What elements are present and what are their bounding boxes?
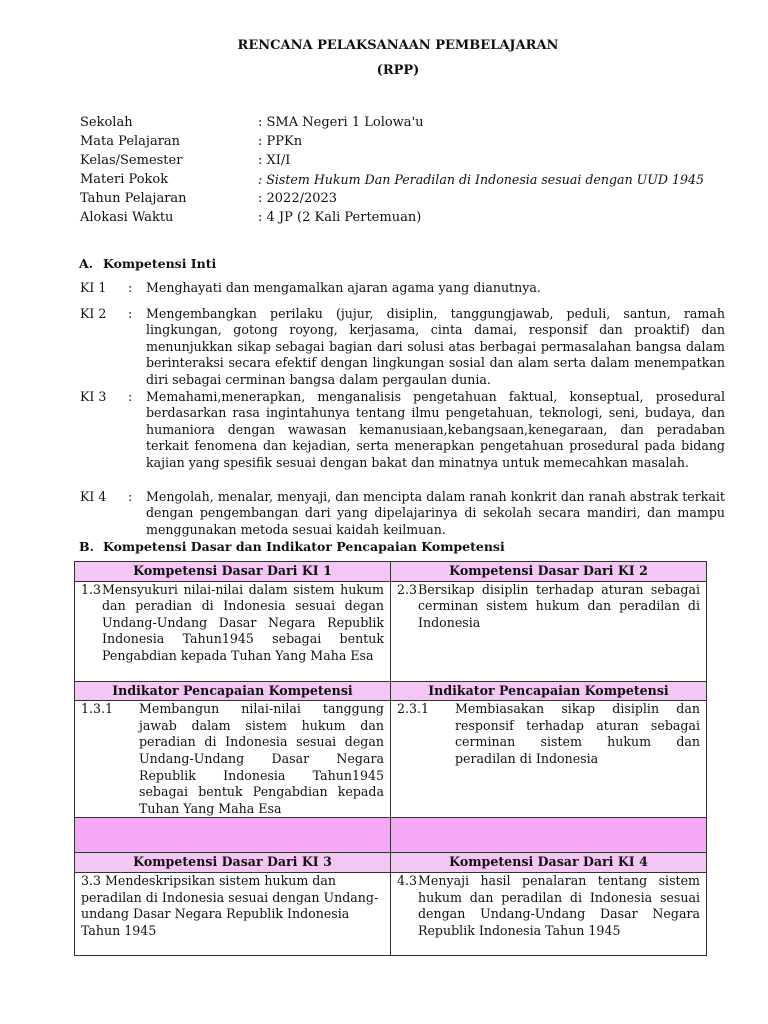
indicator2-cell bbox=[391, 701, 707, 818]
ki-code: KI 4 bbox=[80, 489, 107, 504]
section-letter: A. bbox=[79, 256, 94, 271]
identity-label: Kelas/Semester bbox=[80, 153, 183, 168]
kd3-cell bbox=[75, 872, 391, 955]
ki-item-3 bbox=[80, 389, 725, 471]
kd-number: 4.3 bbox=[397, 872, 418, 888]
kd-text: 3.3 Mendeskripsikan sistem hukum dan peradilan di Indonesia sesuai dengan Undang-undang Dasar Negara Republik Indonesia Tahun 1945 bbox=[81, 872, 379, 938]
ki-item-1 bbox=[80, 280, 725, 296]
kd-text: Menyaji hasil penalaran tentang sistem hukum dan peradilan di Indonesia sesuai dengan Undang-Undang Dasar Negara Republik Indonesia Tahun 1945 bbox=[418, 872, 700, 938]
section-title: Kompetensi Dasar dan Indikator Pencapaian Kompetensi bbox=[103, 539, 505, 554]
indicator1-header: Indikator Pencapaian Kompetensi bbox=[75, 681, 391, 701]
indicator2-header: Indikator Pencapaian Kompetensi bbox=[391, 681, 707, 701]
table-row bbox=[75, 818, 707, 853]
empty-highlight-cell bbox=[391, 818, 707, 853]
ki-text: Memahami,menerapkan, menganalisis pengetahuan faktual, konseptual, prosedural berdasarkan rasa ingintahunya tentang ilmu pengetahuan, teknologi, seni, budaya, dan humaniora dengan wawasan kemanusiaan,kebangsaan,kenegaraan, dan peradaban terkait fenomena dan kejadian, serta menerapkan pengetahuan prosedural pada bidang kajian yang spesifik sesuai dengan bakat dan minatnya untuk memecahkan masalah. bbox=[146, 389, 725, 470]
ki-code: KI 1 bbox=[80, 280, 107, 295]
kd2-cell bbox=[391, 581, 707, 681]
ki-code: KI 2 bbox=[80, 306, 107, 321]
table-row bbox=[75, 701, 707, 818]
section-b-heading bbox=[79, 539, 505, 554]
list-item bbox=[397, 701, 700, 767]
competency-table bbox=[74, 561, 707, 956]
identity-label: Materi Pokok bbox=[80, 172, 169, 187]
list-item bbox=[397, 873, 700, 939]
kd3-header: Kompetensi Dasar Dari KI 3 bbox=[75, 853, 391, 873]
identity-label: Mata Pelajaran bbox=[80, 134, 181, 149]
identity-label: Tahun Pelajaran bbox=[80, 191, 187, 206]
identity-value: : Sistem Hukum Dan Peradilan di Indonesia sesuai dengan UUD 1945 bbox=[258, 172, 705, 187]
indicator-number: 2.3.1 bbox=[397, 701, 430, 717]
table-row bbox=[75, 853, 707, 873]
ki-text: Menghayati dan mengamalkan ajaran agama yang dianutnya. bbox=[146, 280, 541, 295]
section-a-heading bbox=[79, 256, 216, 271]
kd-number: 2.3 bbox=[397, 581, 418, 597]
ki-text: Mengembangkan perilaku (jujur, disiplin, tanggungjawab, peduli, santun, ramah lingkungan, gotong royong, kerjasama, cinta damai, responsif dan proaktif) dan menunjukkan sikap sebagai bagian dari solusi atas berbagai permasalahan bangsa dalam berinteraksi secara efektif dengan lingkungan sosial dan alam serta dalam menempatkan diri sebagai cerminan bangsa dalam pergaulan dunia. bbox=[146, 306, 725, 387]
document-subtitle: (RPP) bbox=[376, 63, 420, 78]
table-row bbox=[75, 562, 707, 582]
kd-number: 1.3 bbox=[81, 581, 102, 597]
identity-value: : SMA Negeri 1 Lolowa'u bbox=[258, 115, 424, 130]
section-letter: B. bbox=[79, 539, 94, 554]
indicator-number: 1.3.1 bbox=[81, 701, 114, 717]
kd4-cell bbox=[391, 872, 707, 955]
indicator1-cell bbox=[75, 701, 391, 818]
kd4-header: Kompetensi Dasar Dari KI 4 bbox=[391, 853, 707, 873]
ki-colon: : bbox=[128, 489, 133, 504]
ki-colon: : bbox=[128, 306, 133, 321]
identity-label: Sekolah bbox=[80, 115, 133, 130]
table-row bbox=[75, 581, 707, 681]
ki-colon: : bbox=[128, 280, 133, 295]
section-title: Kompetensi Inti bbox=[103, 256, 217, 271]
ki-colon: : bbox=[128, 389, 133, 404]
identity-value: : PPKn bbox=[258, 134, 303, 149]
indicator-text: Membangun nilai-nilai tanggung jawab dalam sistem hukum dan peradian di Indonesia sesuai degan Undang-Undang Dasar Negara Republik Indonesia Tahun1945 sebagai bentuk Pengabdian kepada Tuhan Yang Maha Esa bbox=[139, 701, 384, 816]
empty-highlight-cell bbox=[75, 818, 391, 853]
indicator-text: Membiasakan sikap disiplin dan responsif terhadap aturan sebagai cerminan sistem hukum dan peradilan di Indonesia bbox=[455, 701, 700, 766]
identity-value: : 2022/2023 bbox=[258, 191, 338, 206]
kd-text: Mensyukuri nilai-nilai dalam sistem hukum dan peradian di Indonesia sesuai degan Undang-Undang Dasar Negara Republik Indonesia Tahun1945 sebagai bentuk Pengabdian kepada Tuhan Yang Maha Esa bbox=[102, 581, 384, 663]
identity-value: : 4 JP (2 Kali Pertemuan) bbox=[258, 210, 422, 225]
list-item bbox=[397, 582, 700, 632]
identity-value: : XI/I bbox=[258, 153, 291, 168]
document-title: RENCANA PELAKSANAAN PEMBELAJARAN bbox=[237, 38, 559, 53]
list-item bbox=[81, 582, 384, 665]
list-item bbox=[81, 701, 384, 817]
table-row bbox=[75, 872, 707, 955]
kd1-header: Kompetensi Dasar Dari KI 1 bbox=[75, 562, 391, 582]
kd1-cell bbox=[75, 581, 391, 681]
ki-item-4 bbox=[80, 489, 725, 538]
table-row bbox=[75, 681, 707, 701]
kd2-header: Kompetensi Dasar Dari KI 2 bbox=[391, 562, 707, 582]
ki-code: KI 3 bbox=[80, 389, 107, 404]
ki-text: Mengolah, menalar, menyaji, dan mencipta dalam ranah konkrit dan ranah abstrak terkait dengan pengembangan dari yang dipelajarinya di sekolah secara mandiri, dan mampu menggunakan metoda sesuai kaidah keilmuan. bbox=[146, 489, 725, 537]
ki-item-2 bbox=[80, 306, 725, 388]
kd-text: Bersikap disiplin terhadap aturan sebagai cerminan sistem hukum dan peradilan di Indonesia bbox=[418, 581, 700, 630]
identity-label: Alokasi Waktu bbox=[80, 210, 174, 225]
